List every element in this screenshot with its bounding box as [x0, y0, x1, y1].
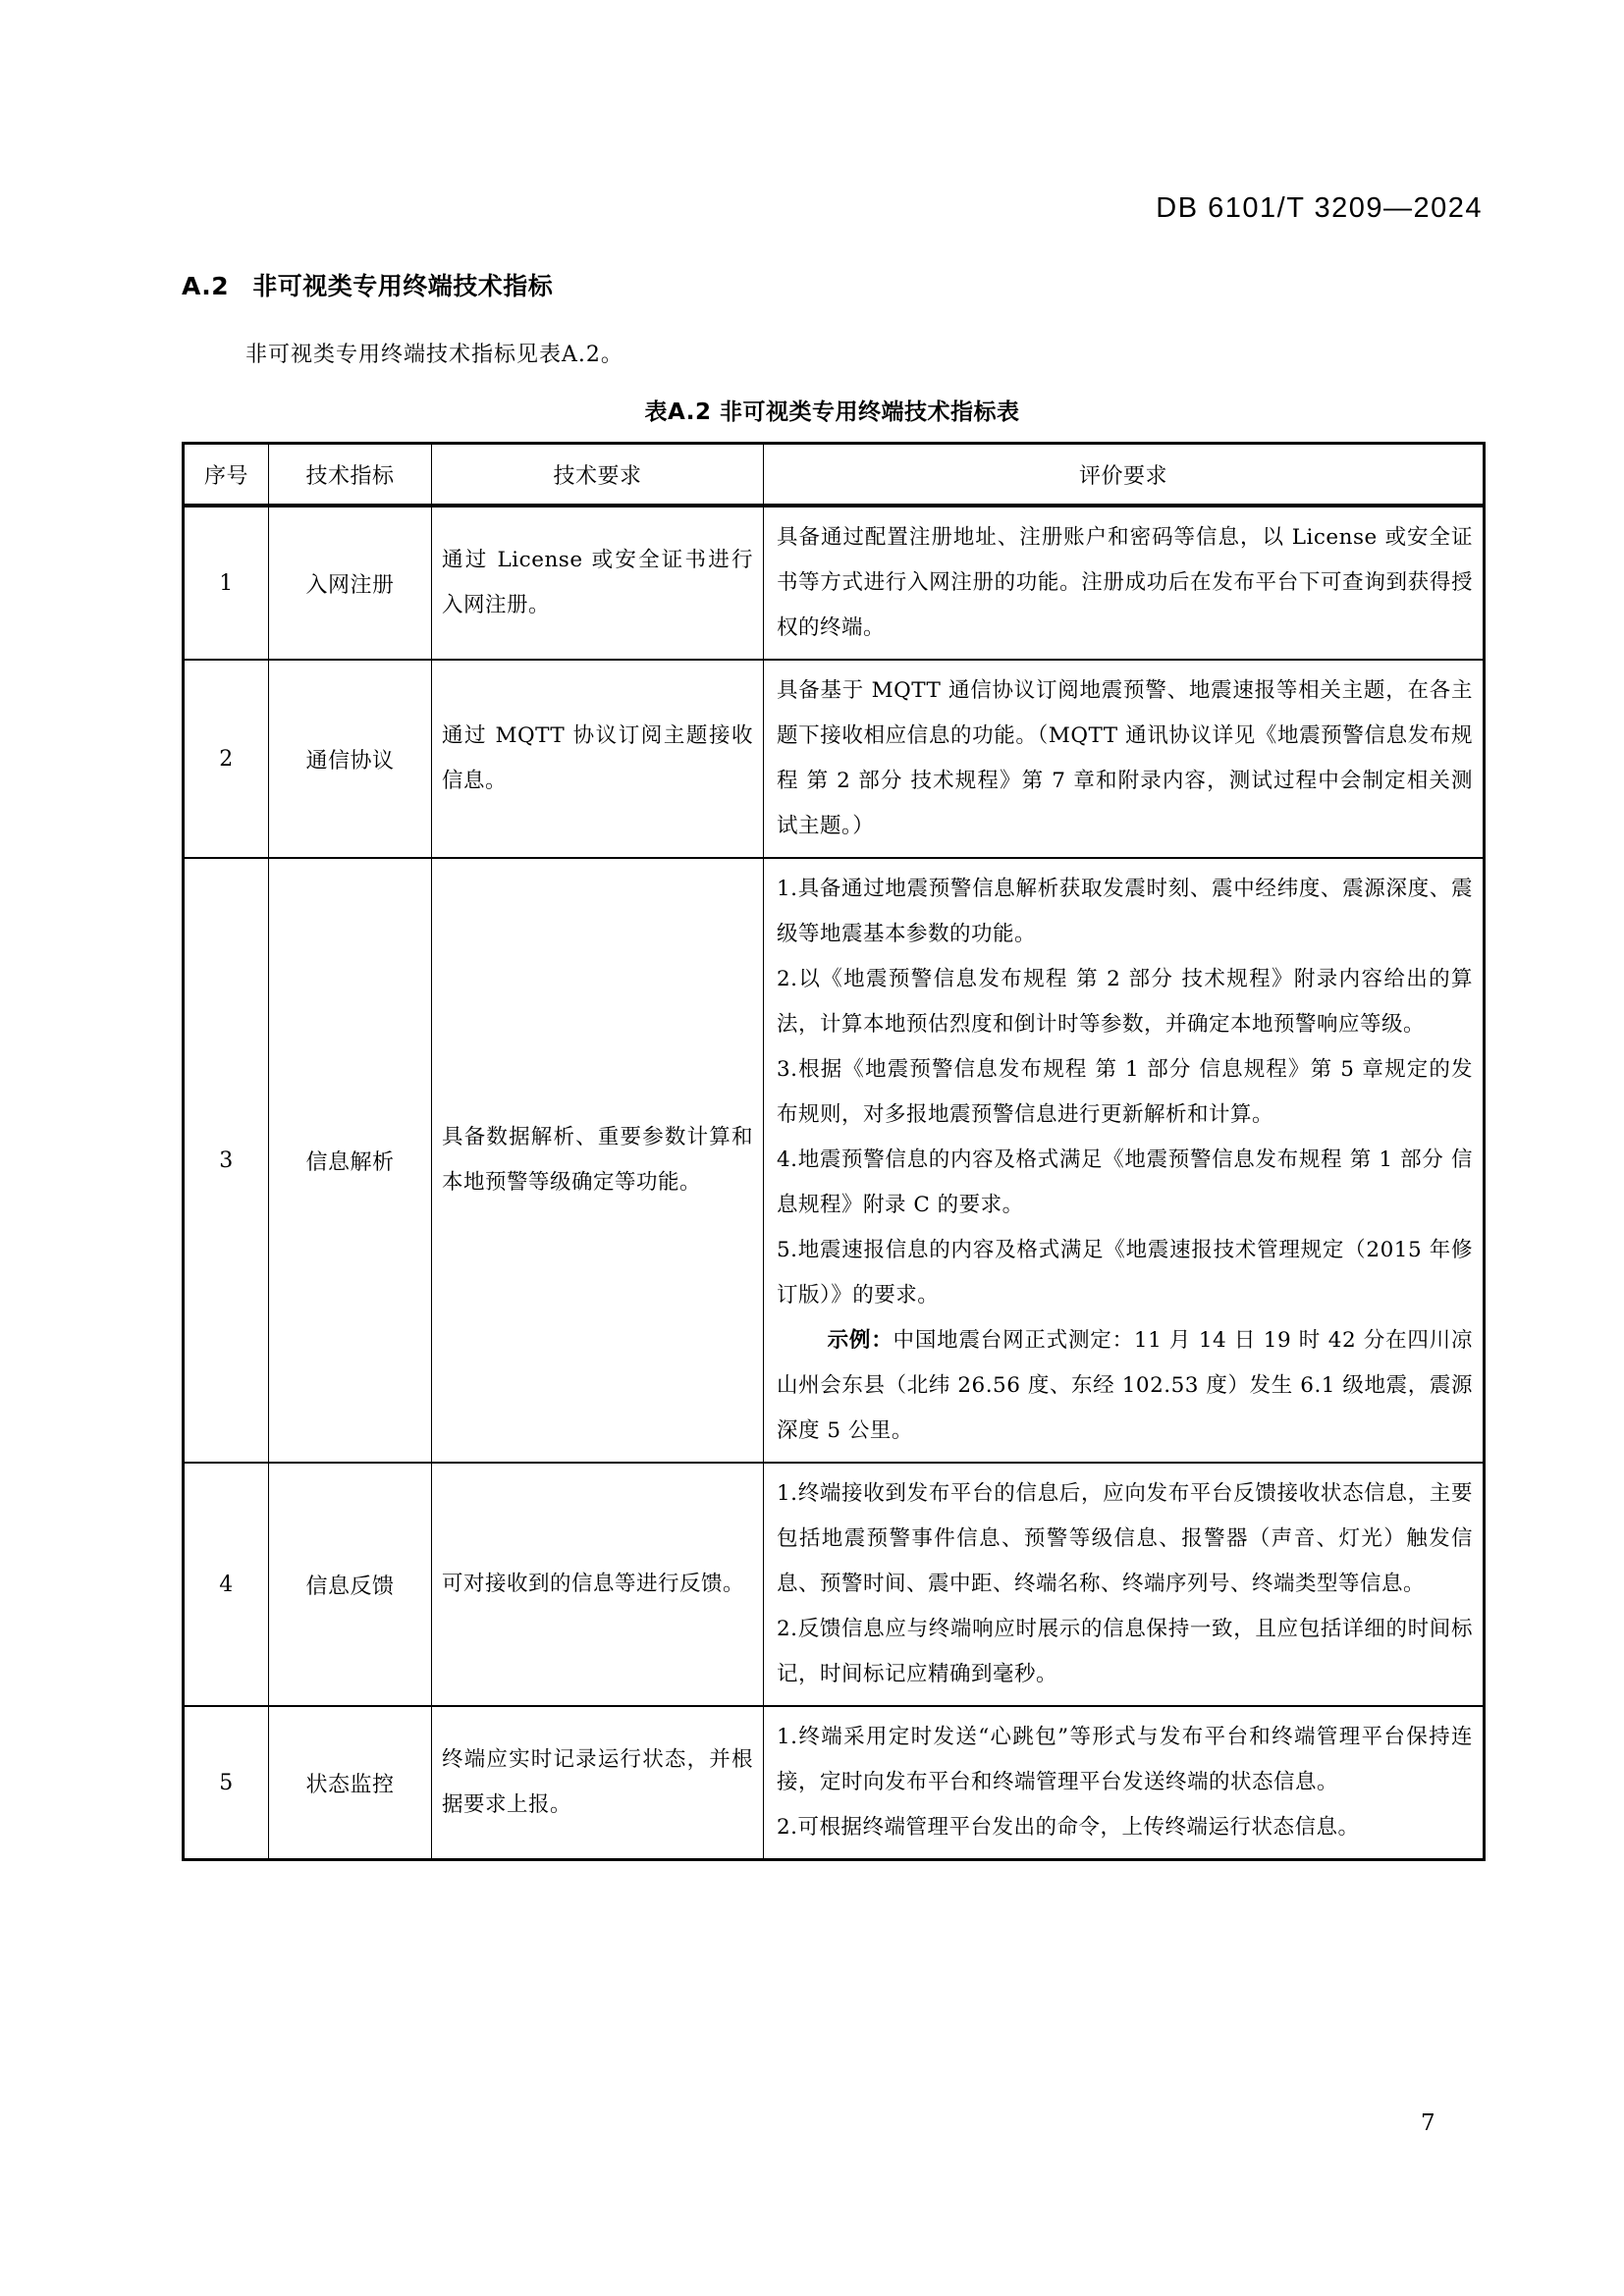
- row-number-cell: 1: [184, 506, 269, 660]
- evaluation-paragraph: 具备基于 MQTT 通信协议订阅地震预警、地震速报等相关主题，在各主题下接收相应信息的功能。（MQTT 通讯协议详见《地震预警信息发布规程 第 2 部分 技术规程》第 7 章和附录内容，测试过程中会制定相关测试主题。）: [777, 678, 1473, 838]
- indicator-cell: 入网注册: [269, 506, 432, 660]
- page-content: [182, 267, 1483, 1861]
- row-number-cell: 2: [184, 660, 269, 858]
- evaluation-paragraph: 5.地震速报信息的内容及格式满足《地震速报技术管理规定（2015 年修订版）》的要求。: [777, 1238, 1473, 1308]
- indicator-cell: 状态监控: [269, 1706, 432, 1860]
- evaluation-cell: [764, 1463, 1485, 1706]
- evaluation-paragraph: 2.可根据终端管理平台发出的命令，上传终端运行状态信息。: [777, 1815, 1360, 1840]
- evaluation-cell: [764, 858, 1485, 1463]
- requirement-cell: [432, 1706, 764, 1860]
- intro-text: 非可视类专用终端技术指标见表A.2。: [245, 343, 623, 367]
- column-header-no: 序号: [184, 444, 269, 507]
- doc-code: DB 6101/T 3209—2024: [1156, 192, 1483, 224]
- table-title: 表A.2 非可视类专用终端技术指标表: [644, 400, 1020, 425]
- indicator-cell: 信息反馈: [269, 1463, 432, 1706]
- row-number-cell: 5: [184, 1706, 269, 1860]
- evaluation-paragraph: 示例：中国地震台网正式测定：11 月 14 日 19 时 42 分在四川凉山州会东县（北纬 26.56 度、东经 102.53 度）发生 6.1 级地震，震源深度 5 公里。: [777, 1328, 1473, 1443]
- evaluation-paragraph: 具备通过配置注册地址、注册账户和密码等信息，以 License 或安全证书等方式进行入网注册的功能。注册成功后在发布平台下可查询到获得授权的终端。: [777, 525, 1473, 640]
- requirement-cell: [432, 1463, 764, 1706]
- column-header-requirement: 技术要求: [432, 444, 764, 507]
- evaluation-paragraph: 4.地震预警信息的内容及格式满足《地震预警信息发布规程 第 1 部分 信息规程》附录 C 的要求。: [777, 1148, 1473, 1217]
- requirement-text: 具备数据解析、重要参数计算和本地预警等级确定等功能。: [442, 1125, 753, 1195]
- evaluation-paragraph: 3.根据《地震预警信息发布规程 第 1 部分 信息规程》第 5 章规定的发布规则，对多报地震预警信息进行更新解析和计算。: [777, 1057, 1473, 1127]
- row-number-cell: 3: [184, 858, 269, 1463]
- requirement-text: 通过 MQTT 协议订阅主题接收信息。: [442, 723, 753, 793]
- table-row: [184, 858, 1485, 1463]
- evaluation-paragraph: 1.终端采用定时发送“心跳包”等形式与发布平台和终端管理平台保持连接，定时向发布平台和终端管理平台发送终端的状态信息。: [777, 1725, 1473, 1794]
- section-title: 非可视类专用终端技术指标: [252, 272, 554, 300]
- table-header: [184, 444, 1485, 507]
- requirement-cell: [432, 506, 764, 660]
- column-header-indicator: 技术指标: [269, 444, 432, 507]
- evaluation-paragraph: 2.以《地震预警信息发布规程 第 2 部分 技术规程》附录内容给出的算法，计算本地预估烈度和倒计时等参数，并确定本地预警响应等级。: [777, 967, 1473, 1037]
- evaluation-cell: [764, 506, 1485, 660]
- requirement-text: 终端应实时记录运行状态，并根据要求上报。: [442, 1747, 753, 1817]
- evaluation-paragraph: 1.终端接收到发布平台的信息后，应向发布平台反馈接收状态信息，主要包括地震预警事件信息、预警等级信息、报警器（声音、灯光）触发信息、预警时间、震中距、终端名称、终端序列号、终端类型等信息。: [777, 1481, 1473, 1596]
- page-number: 7: [1421, 2110, 1435, 2136]
- requirement-cell: [432, 858, 764, 1463]
- indicators-table: [182, 442, 1486, 1861]
- section-number: A.2: [182, 272, 230, 300]
- indicator-cell: 信息解析: [269, 858, 432, 1463]
- evaluation-cell: [764, 660, 1485, 858]
- section-heading: [182, 267, 1483, 302]
- requirement-cell: [432, 660, 764, 858]
- evaluation-paragraph: 1.具备通过地震预警信息解析获取发震时刻、震中经纬度、震源深度、震级等地震基本参数的功能。: [777, 877, 1473, 946]
- example-label: 示例：: [827, 1328, 893, 1353]
- table-row: [184, 506, 1485, 660]
- requirement-text: 可对接收到的信息等进行反馈。: [442, 1572, 745, 1596]
- row-number-cell: 4: [184, 1463, 269, 1706]
- table-row: [184, 1706, 1485, 1860]
- table-body: [184, 506, 1485, 1860]
- evaluation-paragraph: 2.反馈信息应与终端响应时展示的信息保持一致，且应包括详细的时间标记，时间标记应精确到毫秒。: [777, 1617, 1473, 1686]
- evaluation-cell: [764, 1706, 1485, 1860]
- table-row: [184, 1463, 1485, 1706]
- header-row: [184, 444, 1485, 507]
- table-row: [184, 660, 1485, 858]
- requirement-text: 通过 License 或安全证书进行入网注册。: [442, 548, 753, 617]
- column-header-evaluation: 评价要求: [764, 444, 1485, 507]
- indicator-cell: 通信协议: [269, 660, 432, 858]
